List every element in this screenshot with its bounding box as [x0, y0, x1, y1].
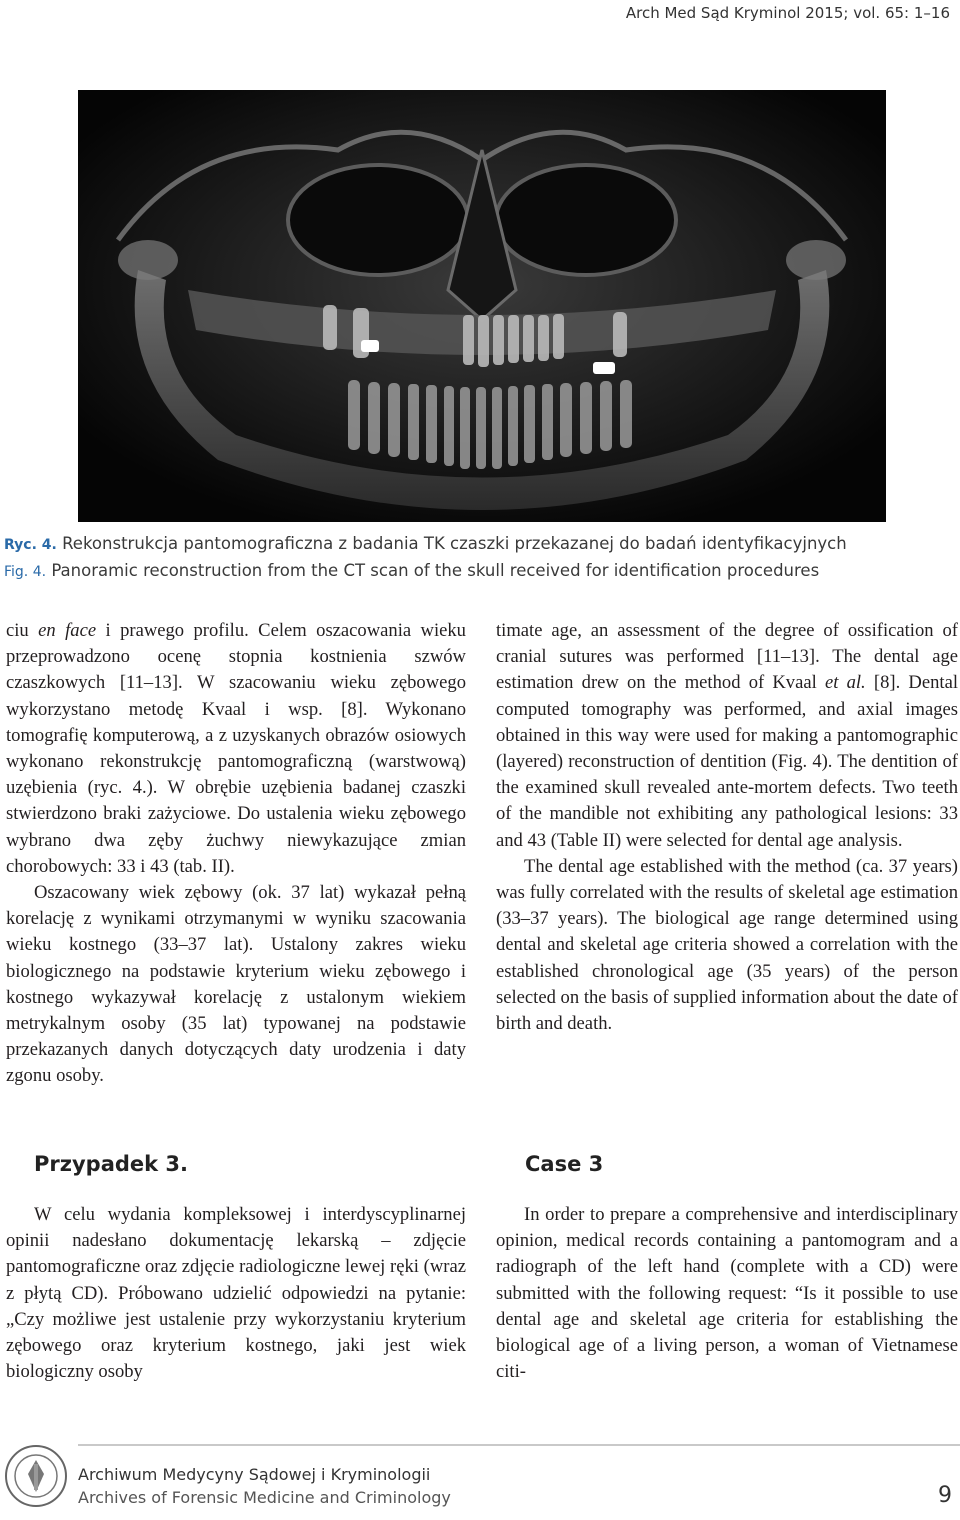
caption-polish-text: Rekonstrukcja pantomograficzna z badania TK czaszki przekazanej do badań identyfikacyjnych: [56, 534, 847, 553]
footer-divider: [78, 1444, 960, 1446]
polish-section-paragraph: W celu wydania kompleksowej i interdyscyplinarnej opinii nadesłano dokumentację lekarską – zdjęcie pantomograficzne oraz zdjęcie radiologiczne lewej ręki (wraz z płytą CD). Próbowano udzielić odpowiedzi na pytanie: „Czy możliwe jest ustalenie przy wykorzystaniu kryterium zębowego oraz kryterium kostnego, jaki jest wiek biologiczny osoby: [6, 1204, 466, 1383]
polish-p1-italic: en face: [38, 620, 97, 641]
english-section-paragraph: In order to prepare a comprehensive and interdisciplinary opinion, medical records containing a pantomogram and a radiograph of the left hand (complete with a CD) were submitted with the following request: “Is it possible to use dental age and skeletal age criteria for establishing the biological age of a living person, a woman of Vietnamese citi-: [496, 1204, 958, 1383]
caption-english-label: Fig. 4.: [4, 564, 47, 580]
section-heading-english: Case 3: [525, 1152, 604, 1176]
figure-caption: [4, 531, 954, 585]
english-paragraph-2: The dental age established with the method (ca. 37 years) was fully correlated with the results of skeletal age estimation (33–37 years). The biological age range determined using dental and skeletal age criteria showed a correlation with the established chronological age (35 years) of the person selected on the basis of supplied information about the date of birth and death.: [496, 855, 958, 1035]
caption-polish-label: Ryc. 4.: [4, 537, 57, 553]
polish-p1-rest: i prawego profilu. Celem oszacowania wieku przeprowadzono ocenę stopnia kostnienia szwów czaszkowych [11–13]. W szacowaniu wieku zębowego wykorzystano metodę Kvaal i wsp. [8]. Wykonano tomografię komputerową, a z uzyskanych obrazów osiowych wykonano rekonstrukcję pantomograficzną (warstwową) uzębienia (ryc. 4.). W obrębie uzębienia badanej czaszki stwierdzono braki zażyciowe. Do ustalenia wieku zębowego wybrano dwa zęby żuchwy niewykazujące zmian chorobowych: 33 i 43 (tab. II).: [6, 620, 466, 877]
running-header: Arch Med Sąd Kryminol 2015; vol. 65: 1–16: [625, 4, 950, 22]
polish-p1-start: ciu: [6, 620, 39, 641]
radiograph-drawing: [78, 90, 886, 522]
section-heading-polish: Przypadek 3.: [34, 1152, 189, 1176]
journal-name-english: Archives of Forensic Medicine and Criminology: [78, 1488, 451, 1507]
polish-paragraph-2: Oszacowany wiek zębowy (ok. 37 lat) wykazał pełną korelację z wynikami otrzymanymi w wyniku szacowania wieku kostnego (33–37 lat). Ustalony zakres wieku biologicznego na podstawie kryterium wieku zębowego i kostnego wykazywał korelację z ustalonym wiekiem metrykalnym osoby (35 lat) typowanej na podstawie przekazanych danych dotyczących daty urodzenia i daty zgonu osoby.: [6, 882, 466, 1087]
page-number: 9: [938, 1483, 952, 1508]
english-paragraph-1: [496, 618, 958, 854]
caption-english-text: Panoramic reconstruction from the CT scan of the skull received for identification procedures: [46, 561, 820, 580]
journal-name-polish: Archiwum Medycyny Sądowej i Kryminologii: [78, 1465, 431, 1484]
society-seal-icon: [4, 1444, 68, 1508]
caption-polish: [4, 531, 954, 558]
caption-english: [4, 558, 954, 585]
english-p1-italic: et al.: [824, 672, 866, 694]
polish-column: [6, 618, 466, 1090]
english-column: [496, 618, 958, 1037]
panoramic-ct-image: [78, 90, 886, 522]
polish-paragraph-1: [6, 618, 466, 880]
english-p1-start: timate age, an assessment of the degree of ossification of cranial sutures was performed [11–13]. The dental age estimation drew on the method of Kvaal: [496, 620, 958, 694]
polish-section-body: [6, 1202, 466, 1385]
english-section-body: [496, 1202, 958, 1385]
english-p1-rest: [8]. Dental computed tomography was performed, and axial images obtained in this way were used for making a pantomographic (layered) reconstruction of dentition (Fig. 4). The dentition of the examined skull revealed ante-mortem defects. Two teeth of the mandible not exhibiting any pathological lesions: 33 and 43 (Table II) were selected for dental age analysis.: [496, 672, 958, 851]
